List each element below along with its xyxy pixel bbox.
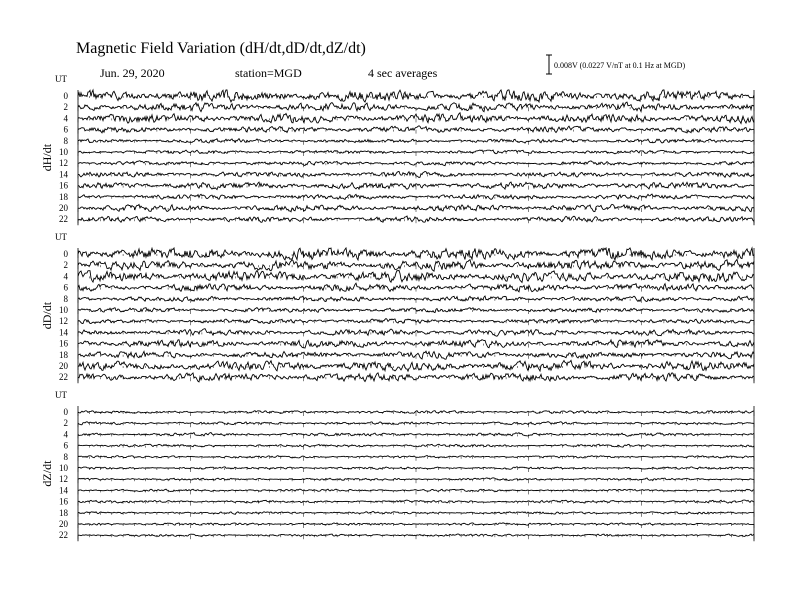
trace-hour-label: 14: [59, 169, 68, 180]
trace-hour-label: 2: [63, 260, 68, 271]
trace-hour-label: 16: [59, 496, 68, 507]
trace-hour-label: 12: [59, 158, 68, 169]
minute-ticks: [78, 423, 754, 427]
averaging-label: 4 sec averages: [368, 66, 438, 80]
station-label: station=MGD: [235, 66, 302, 80]
ut-axis-label: UT: [55, 232, 67, 242]
trace-hour-label: 8: [63, 451, 68, 462]
trace-hour-label: 18: [59, 349, 68, 360]
trace-hour-label: 14: [59, 485, 68, 496]
panel-ylabel: dZ/dt: [40, 460, 54, 487]
scale-label: 0.008V (0.0227 V/nT at 0.1 Hz at MGD): [554, 61, 686, 70]
trace-hour-label: 6: [63, 282, 68, 293]
minute-ticks: [78, 490, 754, 494]
trace-hour-label: 6: [63, 124, 68, 135]
scale-bar: [546, 55, 685, 74]
trace-hour-label: 0: [63, 91, 68, 101]
trace-hour-label: 18: [59, 191, 68, 202]
trace-hour-label: 10: [59, 147, 68, 157]
ut-axis-label: UT: [55, 390, 67, 400]
trace-hour-label: 18: [59, 507, 68, 518]
trace-hour-label: 12: [59, 316, 68, 327]
trace-hour-label: 4: [63, 113, 68, 124]
trace-hour-label: 6: [63, 440, 68, 451]
trace-hour-label: 22: [59, 214, 68, 225]
trace-hour-label: 4: [63, 429, 68, 440]
trace-hour-label: 0: [63, 249, 68, 259]
trace-hour-label: 2: [63, 418, 68, 429]
trace-hour-label: 10: [59, 463, 68, 473]
trace-hour-label: 20: [59, 361, 68, 371]
trace-hour-label: 4: [63, 271, 68, 282]
trace-hour-label: 20: [59, 519, 68, 529]
trace-hour-label: 8: [63, 293, 68, 304]
trace-hour-label: 22: [59, 372, 68, 383]
trace-hour-label: 22: [59, 530, 68, 541]
trace-hour-label: 8: [63, 135, 68, 146]
panel-ylabel: dD/dt: [40, 301, 54, 330]
trace-hour-label: 20: [59, 203, 68, 213]
trace-hour-label: 14: [59, 327, 68, 338]
trace-hour-label: 10: [59, 305, 68, 315]
chart-title: Magnetic Field Variation (dH/dt,dD/dt,dZ/dt): [76, 40, 366, 57]
minute-ticks: [78, 130, 754, 134]
ut-axis-label: UT: [55, 74, 67, 84]
trace-hour-label: 16: [59, 338, 68, 349]
trace-hour-label: 12: [59, 474, 68, 485]
trace-hour-label: 0: [63, 407, 68, 417]
trace-line: [78, 248, 754, 260]
trace-hour-label: 16: [59, 180, 68, 191]
panels-group: [40, 74, 754, 541]
date-label: Jun. 29, 2020: [100, 66, 165, 80]
minute-ticks: [78, 502, 754, 506]
trace-hour-label: 2: [63, 102, 68, 113]
panel-ylabel: dH/dt: [40, 143, 54, 172]
